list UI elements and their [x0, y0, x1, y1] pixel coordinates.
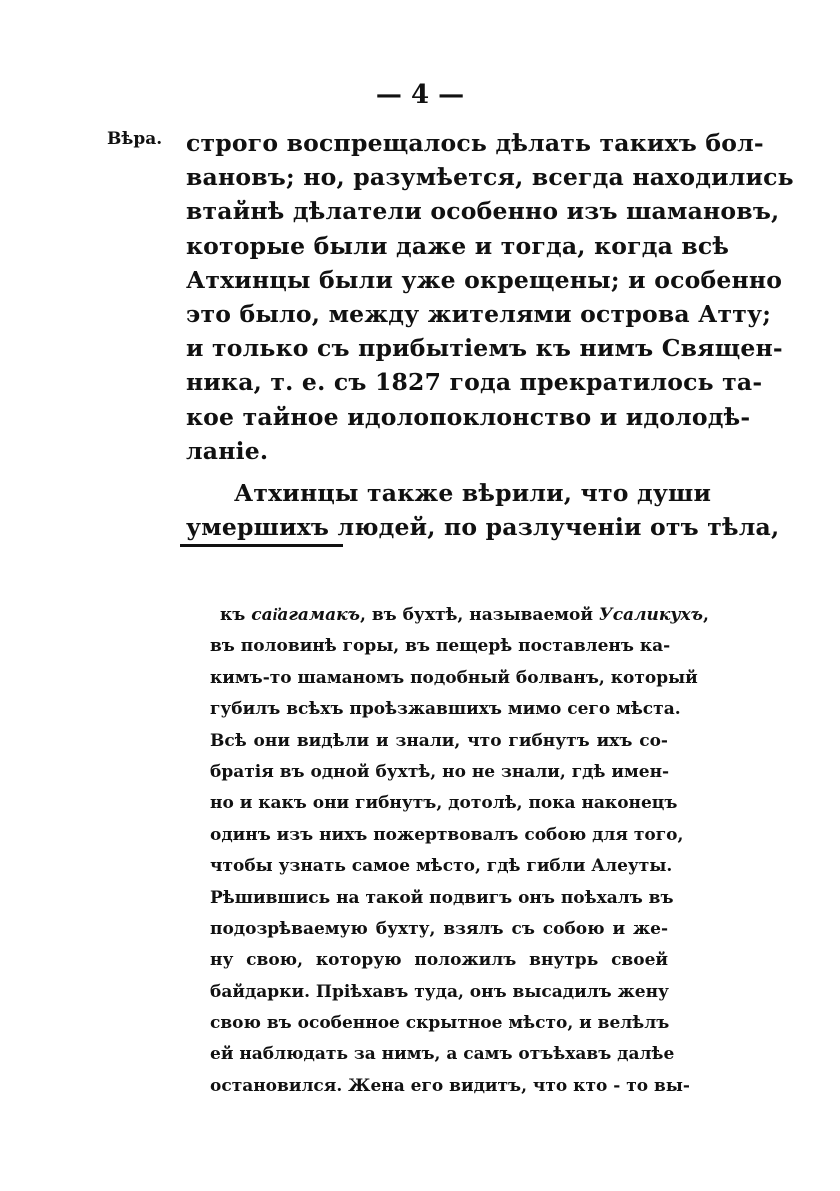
footnote-block	[210, 600, 709, 1102]
footnote-text-run: ,	[703, 605, 709, 625]
footnote-line: чтобы узнать самое мѣсто, гдѣ гибли Алеуты.	[210, 856, 673, 877]
footnote-line: ну свою, которую положилъ внутрь своей	[210, 950, 668, 971]
text-line: Атхинцы также вѣрили, что души	[234, 478, 712, 507]
footnote-italic-term: Усаликухъ	[598, 605, 704, 625]
text-line: ника, т. е. съ 1827 года прекратилось та-	[186, 368, 763, 397]
footnote-line: Рѣшившись на такой подвигъ онъ поѣхалъ въ	[210, 887, 674, 908]
footnote-divider	[180, 544, 343, 547]
footnote-line: остановился. Жена его видитъ, что кто - то вы-	[210, 1075, 690, 1096]
footnote-text-run: , въ бухтѣ, называемой	[359, 605, 599, 625]
text-line: это было, между жителями острова Атту;	[186, 299, 772, 328]
footnote-line: свою въ особенное скрытное мѣсто, и велѣлъ	[210, 1013, 670, 1034]
text-line: кое тайное идолопоклонство и идолодѣ-	[186, 402, 751, 431]
footnote-text-run: къ	[220, 605, 252, 625]
footnote-line: байдарки. Пріѣхавъ туда, онъ высадилъ жену	[210, 981, 669, 1002]
footnote-line: подозрѣваемую бухту, взялъ съ собою и же-	[210, 918, 668, 939]
text-line: строго воспрещалось дѣлать такихъ бол-	[186, 129, 764, 157]
footnote-line: ей наблюдать за нимъ, а самъ отъѣхавъ далѣе	[210, 1044, 675, 1065]
footnote-italic-term: саі҆агамакъ	[251, 605, 360, 625]
footnote-line: одинъ изъ нихъ пожертвовалъ собою для того,	[210, 824, 684, 845]
text-line: ланіе.	[186, 436, 269, 465]
footnote-line: губилъ всѣхъ проѣзжавшихъ мимо сего мѣста.	[210, 699, 681, 720]
text-line: умершихъ людей, по разлученіи отъ тѣла,	[186, 513, 780, 542]
footnote-line: но и какъ они гибнутъ, дотолѣ, пока наконецъ	[210, 793, 678, 814]
footnote-line: братія въ одной бухтѣ, но не знали, гдѣ имен-	[210, 761, 670, 782]
text-line: и только съ прибытіемъ къ нимъ Священ-	[186, 334, 783, 363]
footnote-line	[210, 600, 709, 631]
text-line: втайнѣ дѣлатели особенно изъ шамановъ,	[186, 197, 780, 226]
footnote-line: Всѣ они видѣли и знали, что гибнутъ ихъ со-	[210, 730, 668, 751]
text-line: вановъ; но, разумѣется, всегда находились	[186, 163, 794, 192]
page-number: — 4 —	[375, 80, 465, 110]
footnote-line: въ половинѣ горы, въ пещерѣ поставленъ ка-	[210, 636, 671, 657]
text-line: Атхинцы были уже окрещены; и особенно	[186, 265, 783, 294]
margin-note: Вѣра.	[107, 129, 163, 149]
footnote-line: кимъ-то шаманомъ подобный болванъ, который	[210, 667, 698, 688]
text-line: которые были даже и тогда, когда всѣ	[186, 231, 730, 260]
main-text-block	[186, 126, 794, 544]
